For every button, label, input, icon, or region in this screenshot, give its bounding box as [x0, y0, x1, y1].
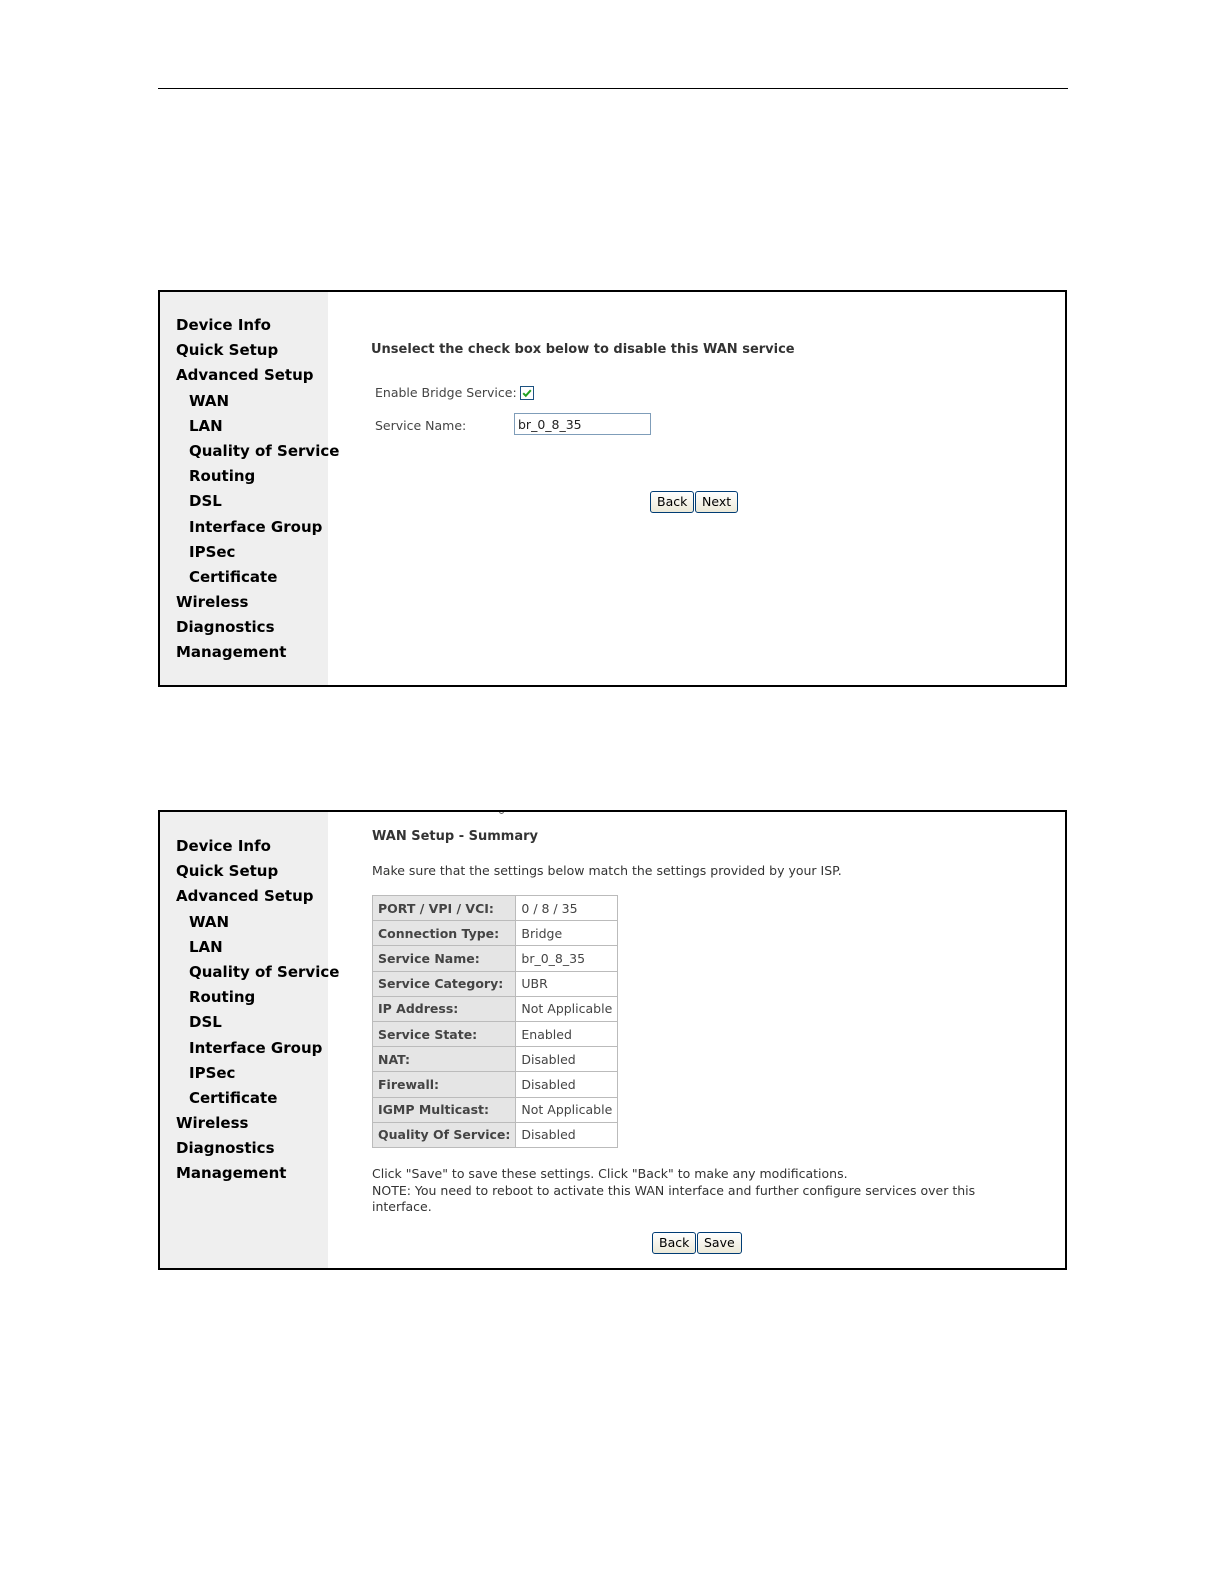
enable-bridge-label: Enable Bridge Service: [375, 385, 517, 400]
row-key: Connection Type: [373, 921, 516, 946]
row-key: IP Address: [373, 996, 516, 1021]
sidebar-item-certificate[interactable]: Certificate [189, 567, 278, 586]
save-button[interactable]: Save [697, 1232, 742, 1254]
table-row [373, 996, 618, 1021]
summary-content [328, 812, 1065, 1268]
next-button[interactable]: Next [695, 491, 738, 513]
sidebar [160, 292, 340, 685]
row-value: Disabled [516, 1047, 618, 1072]
sidebar-nav [160, 313, 340, 666]
bridge-service-screenshot [158, 290, 1067, 687]
sidebar-item-advanced-setup[interactable]: Advanced Setup [176, 887, 314, 906]
row-key: Service Category: [373, 971, 516, 996]
sidebar [160, 812, 340, 1268]
sidebar-item-quick-setup[interactable]: Quick Setup [176, 862, 279, 881]
sidebar-item-diagnostics[interactable]: Diagnostics [176, 1139, 275, 1158]
table-row [373, 1047, 618, 1072]
checkmark-icon [521, 387, 533, 399]
sidebar-item-quality-of-service[interactable]: Quality of Service [189, 962, 340, 981]
row-value: Enabled [516, 1021, 618, 1046]
save-instructions: Click "Save" to save these settings. Click "Back" to make any modifications. [372, 1166, 848, 1181]
row-value: Disabled [516, 1072, 618, 1097]
sidebar-item-certificate[interactable]: Certificate [189, 1088, 278, 1107]
sidebar-item-lan[interactable]: LAN [189, 416, 223, 435]
back-button[interactable]: Back [652, 1232, 696, 1254]
summary-table [372, 895, 618, 1148]
sidebar-item-device-info[interactable]: Device Info [176, 316, 271, 334]
row-value: Not Applicable [516, 996, 618, 1021]
row-value: br_0_8_35 [516, 946, 618, 971]
sidebar-item-device-info[interactable]: Device Info [176, 837, 271, 855]
sidebar-item-dsl[interactable]: DSL [189, 1013, 222, 1032]
page-header-rule [158, 88, 1068, 89]
bridge-form-content [328, 292, 1065, 685]
row-value: 0 / 8 / 35 [516, 896, 618, 921]
table-row [373, 1122, 618, 1147]
reboot-note: NOTE: You need to reboot to activate this WAN interface and further configure services over this interface. [372, 1182, 976, 1214]
row-value: Disabled [516, 1122, 618, 1147]
sidebar-item-interface-group[interactable]: Interface Group [189, 1038, 323, 1057]
table-row [373, 1072, 618, 1097]
sidebar-item-dsl[interactable]: DSL [189, 492, 222, 511]
instruction-text: Unselect the check box below to disable this WAN service [371, 342, 795, 357]
sidebar-item-management[interactable]: Management [176, 1164, 287, 1183]
row-key: IGMP Multicast: [373, 1097, 516, 1122]
sidebar-nav [160, 834, 340, 1187]
sidebar-item-quality-of-service[interactable]: Quality of Service [189, 441, 340, 460]
sidebar-item-ipsec[interactable]: IPSec [189, 1063, 236, 1082]
table-row [373, 1021, 618, 1046]
row-value: Bridge [516, 921, 618, 946]
sidebar-item-wireless[interactable]: Wireless [176, 593, 249, 612]
back-button[interactable]: Back [650, 491, 694, 513]
row-key: Service Name: [373, 946, 516, 971]
enable-bridge-checkbox[interactable] [520, 386, 534, 400]
sidebar-item-lan[interactable]: LAN [189, 937, 223, 956]
table-row [373, 921, 618, 946]
summary-subtitle: Make sure that the settings below match the settings provided by your ISP. [372, 863, 842, 878]
footer-note [372, 1166, 1012, 1216]
service-name-label: Service Name: [375, 418, 467, 433]
sidebar-item-diagnostics[interactable]: Diagnostics [176, 618, 275, 637]
sidebar-item-wan[interactable]: WAN [189, 912, 230, 931]
row-key: Firewall: [373, 1072, 516, 1097]
row-value: UBR [516, 971, 618, 996]
sidebar-item-advanced-setup[interactable]: Advanced Setup [176, 366, 314, 385]
service-name-input[interactable] [514, 413, 651, 435]
row-key: Service State: [373, 1021, 516, 1046]
sidebar-item-quick-setup[interactable]: Quick Setup [176, 341, 279, 360]
table-row [373, 1097, 618, 1122]
wan-summary-screenshot [158, 810, 1067, 1270]
sidebar-item-routing[interactable]: Routing [189, 467, 256, 486]
sidebar-item-interface-group[interactable]: Interface Group [189, 517, 323, 536]
row-key: NAT: [373, 1047, 516, 1072]
sidebar-item-routing[interactable]: Routing [189, 988, 256, 1007]
sidebar-item-management[interactable]: Management [176, 643, 287, 662]
page-title: WAN Setup - Summary [372, 829, 538, 844]
table-row [373, 896, 618, 921]
table-row [373, 971, 618, 996]
row-value: Not Applicable [516, 1097, 618, 1122]
sidebar-item-wan[interactable]: WAN [189, 391, 230, 410]
table-row [373, 946, 618, 971]
row-key: PORT / VPI / VCI: [373, 896, 516, 921]
row-key: Quality Of Service: [373, 1122, 516, 1147]
sidebar-item-ipsec[interactable]: IPSec [189, 542, 236, 561]
sidebar-item-wireless[interactable]: Wireless [176, 1114, 249, 1133]
